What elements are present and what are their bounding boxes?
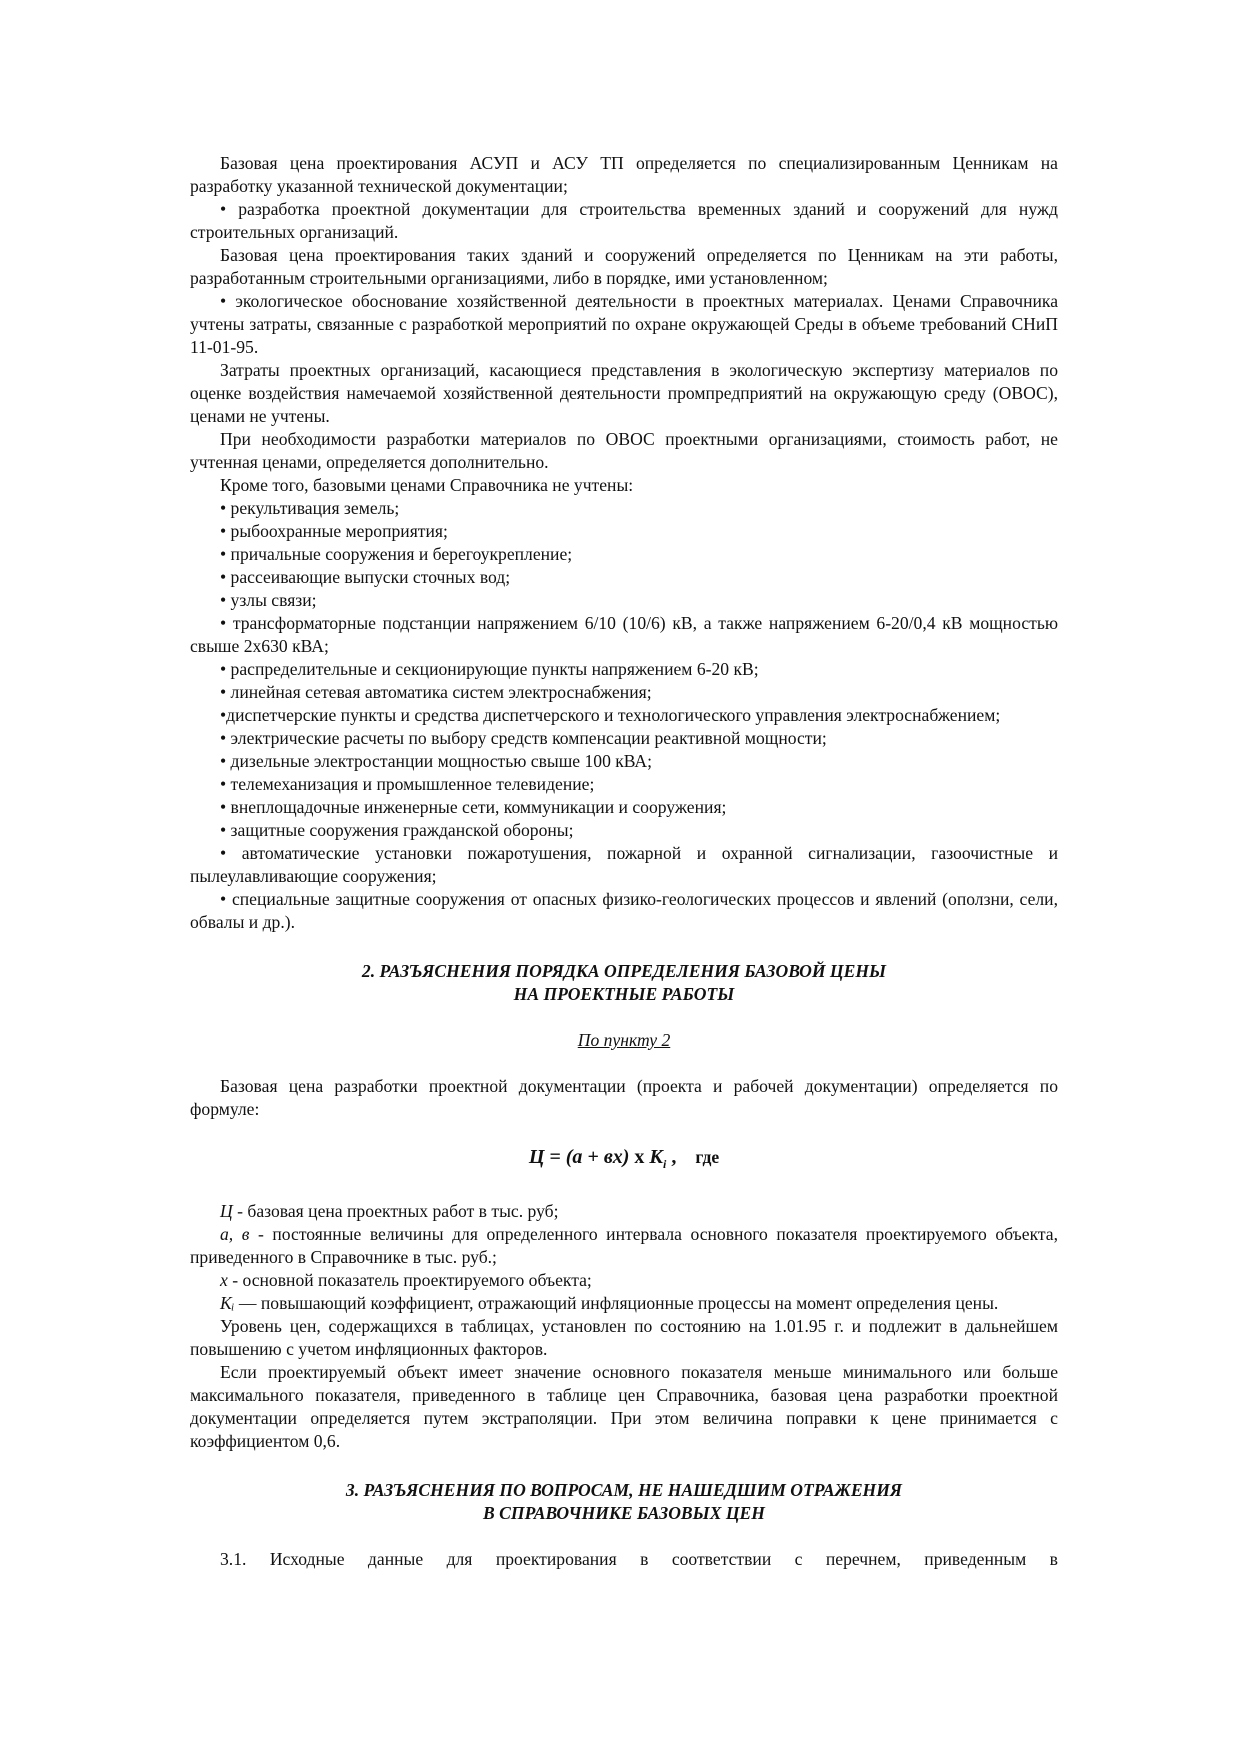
section-2-heading — [190, 960, 1058, 1006]
paragraph: Кроме того, базовыми ценами Справочника не учтены: — [220, 475, 634, 495]
price-formula — [190, 1144, 1058, 1177]
definition-term: Ц — [220, 1201, 233, 1221]
list-item: • специальные защитные сооружения от опасных физико-геологических процессов и явлений (оползни, сели, обвалы и др.). — [190, 889, 1058, 932]
spacer — [190, 1525, 1058, 1548]
list-item: • электрические расчеты по выбору средств компенсации реактивной мощности; — [220, 728, 827, 748]
section-2-heading-line-2: НА ПРОЕКТНЫЕ РАБОТЫ — [513, 984, 735, 1004]
spacer — [190, 934, 1058, 960]
section-2-heading-line-1: 2. РАЗЪЯСНЕНИЯ ПОРЯДКА ОПРЕДЕЛЕНИЯ БАЗОВОЙ ЦЕНЫ — [361, 961, 887, 981]
list-item: • экологическое обоснование хозяйственной деятельности в проектных материалах. Ценами Справочника учтены затраты, связанные с разработкой мероприятий по охране окружающей Среды в объеме требований СНиП 11-01-95. — [190, 291, 1058, 357]
paragraph: Уровень цен, содержащихся в таблицах, установлен по состоянию на 1.01.95 г. и подлежит в дальнейшем повышению с учетом инфляционных факторов. — [190, 1316, 1058, 1359]
list-item: • дизельные электростанции мощностью свыше 100 кВА; — [220, 751, 653, 771]
spacer — [190, 1006, 1058, 1029]
list-item: • защитные сооружения гражданской обороны; — [220, 820, 574, 840]
list-item: • рассеивающие выпуски сточных вод; — [220, 567, 511, 587]
list-item: • внеплощадочные инженерные сети, коммуникации и сооружения; — [220, 797, 727, 817]
formula-comma: , — [671, 1146, 677, 1168]
definition-text: — повышающий коэффициент, отражающий инфляционные процессы на момент определения цены. — [234, 1293, 999, 1313]
section-3-heading — [190, 1479, 1058, 1525]
list-item: • разработка проектной документации для строительства временных зданий и сооружений для нужд строительных организаций. — [190, 199, 1058, 242]
list-item: • линейная сетевая автоматика систем электроснабжения; — [220, 682, 652, 702]
list-item: • узлы связи; — [220, 590, 317, 610]
formula-k-subscript: i — [663, 1157, 667, 1171]
definition — [190, 1223, 1058, 1269]
paragraph: При необходимости разработки материалов по ОВОС проектными организациями, стоимость работ, не учтенная ценами, определяется дополнительно. — [190, 429, 1058, 472]
list-item: •диспетчерские пункты и средства диспетчерского и технологического управления электроснабжением; — [220, 705, 1001, 725]
definition — [190, 1269, 1058, 1292]
definition-term: Кᵢ — [220, 1293, 235, 1313]
definition — [190, 1292, 1058, 1315]
list-item: • автоматические установки пожаротушения, пожарной и охранной сигнализации, газоочистные и пылеулавливающие сооружения; — [190, 843, 1058, 886]
definition-text: - основной показатель проектируемого объекта; — [227, 1270, 592, 1290]
paragraph: Затраты проектных организаций, касающиеся представления в экологическую экспертизу материалов по оценке воздействия намечаемой хозяйственной деятельности промпредприятий на окружающую среду (ОВОС), ценами не учтены. — [190, 360, 1058, 426]
paragraph: Если проектируемый объект имеет значение основного показателя меньше минимального или больше максимального показателя, приведенного в таблице цен Справочника, базовая цена разработки проектной документации определяется путем экстраполяции. При этом величина поправки к цене принимается с коэффициентом 0,6. — [190, 1362, 1058, 1451]
list-item: • рекультивация земель; — [220, 498, 400, 518]
formula-k: К — [649, 1146, 663, 1168]
paragraph: Базовая цена проектирования АСУП и АСУ ТП определяется по специализированным Ценникам на разработку указанной технической документации; — [190, 153, 1058, 196]
formula-where: где — [695, 1147, 720, 1167]
section-3-heading-line-2: В СПРАВОЧНИКЕ БАЗОВЫХ ЦЕН — [483, 1503, 765, 1523]
definition-text: - постоянные величины для определенного интервала основного показателя проектируемого объекта, приведенного в Справочнике в тыс. руб.; — [190, 1224, 1059, 1267]
list-item: • рыбоохранные мероприятия; — [220, 521, 448, 541]
paragraph: Базовая цена разработки проектной документации (проекта и рабочей документации) определяется по формуле: — [190, 1076, 1058, 1119]
spacer — [190, 1121, 1058, 1144]
list-item: • причальные сооружения и берегоукрепление; — [220, 544, 573, 564]
spacer — [190, 1052, 1058, 1075]
section-3-heading-line-1: 3. РАЗЪЯСНЕНИЯ ПО ВОПРОСАМ, НЕ НАШЕДШИМ ОТРАЖЕНИЯ — [345, 1480, 903, 1500]
list-item: • трансформаторные подстанции напряжением 6/10 (10/6) кВ, а также напряжением 6-20/0,4 кВ мощностью свыше 2х630 кВА; — [190, 613, 1058, 656]
paragraph: Базовая цена проектирования таких зданий и сооружений определяется по Ценникам на эти работы, разработанным строительными организациями, либо в порядке, ими установленном; — [190, 245, 1058, 288]
definition-text: - базовая цена проектных работ в тыс. руб; — [232, 1201, 559, 1221]
definition-term: х — [220, 1270, 228, 1290]
formula-times: х — [634, 1146, 645, 1168]
section-2-subheading: По пункту 2 — [577, 1030, 671, 1050]
paragraph: 3.1. Исходные данные для проектирования в соответствии с перечнем, приведенным в — [220, 1549, 1058, 1569]
document-page — [190, 152, 1058, 1571]
list-item: • распределительные и секционирующие пункты напряжением 6-20 кВ; — [220, 659, 759, 679]
formula-lhs: Ц = (а + вх) — [528, 1146, 630, 1168]
definition — [190, 1200, 1058, 1223]
definition-term: а, в — [220, 1224, 250, 1244]
spacer — [190, 1177, 1058, 1200]
spacer — [190, 1453, 1058, 1479]
list-item: • телемеханизация и промышленное телевидение; — [220, 774, 595, 794]
